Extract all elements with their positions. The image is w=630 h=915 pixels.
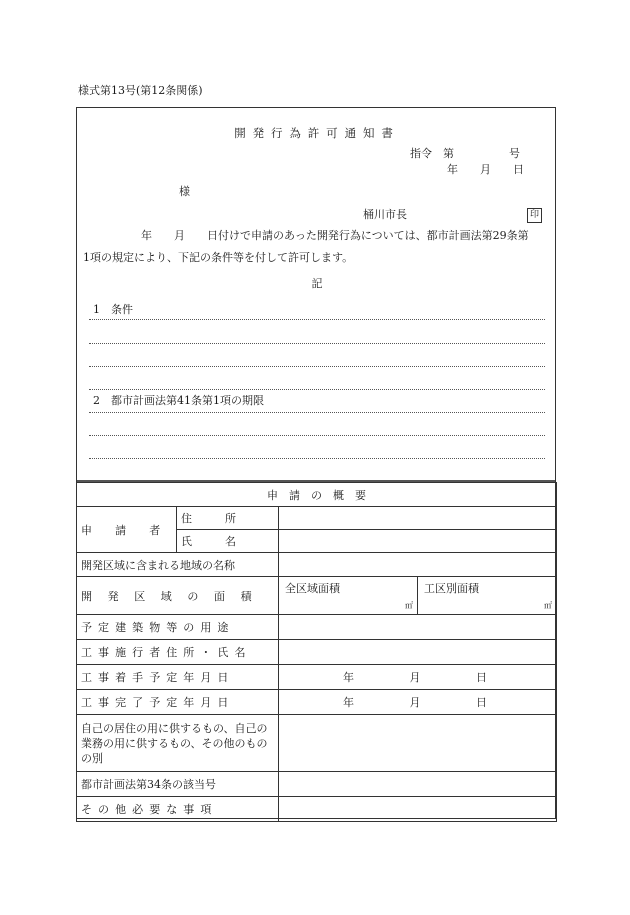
applicant-address-value[interactable] [279,507,557,530]
start-date-value[interactable] [279,665,557,690]
reference-date-line: 年 月 日 [447,163,524,176]
applicant-label: 申 請 者 [77,507,177,553]
zone-area-cell[interactable] [418,577,557,615]
area-names-label: 開発区域に含まれる地域の名称 [77,553,279,577]
applicant-address-label: 住 所 [177,507,279,530]
permit-notice-form [76,107,556,819]
table-row [77,483,557,507]
residence-use-value[interactable] [279,715,557,772]
deadline-line [89,435,545,436]
other-items-value[interactable] [279,797,557,822]
notice-body-line-1: 年 月 日付けで申請のあった開発行為については、都市計画法第29条第 [141,229,529,242]
zone-area-unit: ㎡ [544,601,552,610]
end-date-value[interactable] [279,690,557,715]
conditions-line [89,366,545,367]
end-date-day: 日 [476,696,487,709]
reference-number-line: 指令 第 号 [410,147,520,160]
deadline-line [89,412,545,413]
application-summary-table [76,482,557,822]
other-items-label: その他必要な事項 [77,797,279,822]
ki-heading: 記 [311,277,323,290]
start-date-year: 年 [343,671,354,684]
conditions-line [89,319,545,320]
applicant-name-label: 氏 名 [177,530,279,553]
total-area-label: 全区域面積 [285,582,340,595]
area-size-label: 開 発 区 域 の 面 積 [77,577,279,615]
table-row [77,615,557,640]
form-number-label: 様式第13号(第12条関係) [78,84,203,97]
conditions-line [89,343,545,344]
table-row [77,690,557,715]
table-row [77,640,557,665]
zone-area-label: 工区別面積 [424,582,479,595]
start-date-label: 工事着手予定年月日 [77,665,279,690]
table-row [77,507,557,530]
table-row [77,577,557,615]
table-row [77,553,557,577]
deadline-heading: 2 都市計画法第41条第1項の期限 [93,394,264,407]
end-date-label: 工事完了予定年月日 [77,690,279,715]
addressee-suffix: 様 [179,185,190,198]
start-date-day: 日 [476,671,487,684]
total-area-unit: ㎡ [405,601,413,610]
table-row [77,797,557,822]
summary-header: 申 請 の 概 要 [77,483,557,507]
contractor-label: 工事施行者住所・氏名 [77,640,279,665]
end-date-month: 月 [409,696,421,709]
notice-body-line-2: 1項の規定により、下記の条件等を付して許可します。 [83,251,354,264]
conditions-line [89,389,545,390]
deadline-line [89,458,545,459]
article34-label: 都市計画法第34条の該当号 [77,772,279,797]
planned-use-value[interactable] [279,615,557,640]
table-row [77,772,557,797]
notice-title: 開発行為許可通知書 [234,126,400,140]
article34-value[interactable] [279,772,557,797]
seal-mark-icon: 印 [527,208,542,223]
start-date-month: 月 [409,671,421,684]
residence-use-label: 自己の居住の用に供するもの、自己の業務の用に供するもの、その他のものの別 [77,715,279,772]
conditions-heading: 1 条件 [93,303,133,316]
planned-use-label: 予定建築物等の用途 [77,615,279,640]
area-names-value[interactable] [279,553,557,577]
contractor-value[interactable] [279,640,557,665]
applicant-name-value[interactable] [279,530,557,553]
table-row [77,665,557,690]
end-date-year: 年 [343,696,354,709]
total-area-cell[interactable] [279,577,418,615]
table-row [77,715,557,772]
issuer-name: 桶川市長 [363,208,407,221]
